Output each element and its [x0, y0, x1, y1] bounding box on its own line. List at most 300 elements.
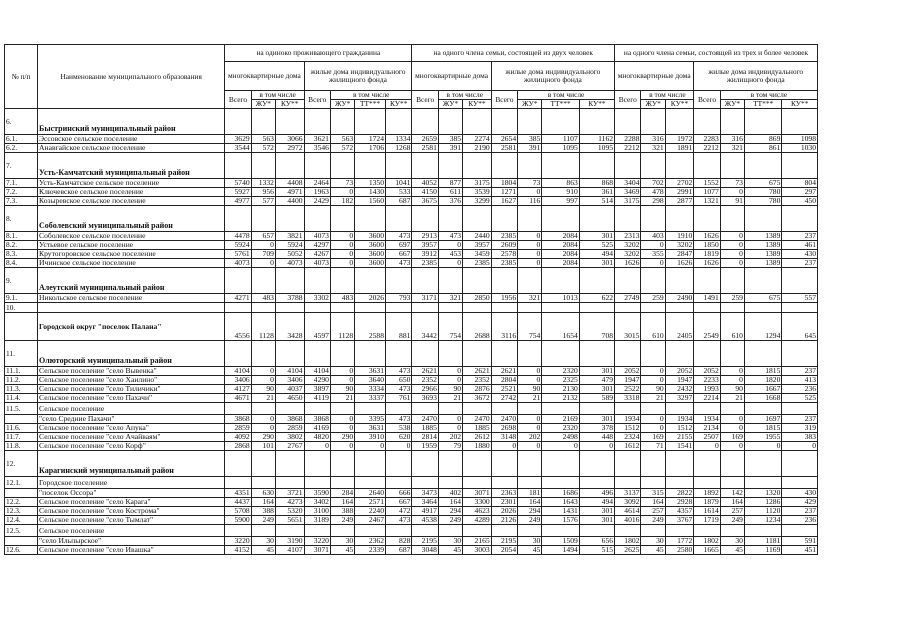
empty-cell [518, 109, 542, 135]
value-cell: 2214 [694, 394, 720, 403]
empty-cell [720, 341, 744, 367]
value-cell: 45 [438, 546, 462, 555]
value-cell: 5708 [225, 507, 251, 516]
value-cell: 514 [579, 197, 614, 206]
value-cell: 828 [386, 537, 412, 546]
value-cell: 1891 [665, 144, 694, 153]
empty-cell [355, 206, 386, 232]
empty-cell [782, 109, 818, 135]
value-cell: 2432 [665, 385, 694, 394]
izhs-header: жилые дома индивидуального жилищного фонда [491, 62, 614, 91]
empty-cell [579, 403, 614, 415]
empty-cell [542, 109, 579, 135]
value-cell: 3469 [615, 188, 641, 197]
row-number: 11.3. [5, 385, 38, 394]
table-row [5, 489, 818, 498]
value-cell: 301 [579, 415, 614, 424]
empty-cell [412, 268, 438, 294]
value-cell: 1885 [412, 424, 438, 433]
value-cell: 3600 [355, 259, 386, 268]
value-cell: 21 [438, 394, 462, 403]
value-cell: 525 [579, 241, 614, 250]
settlement-name: Городское поселение [38, 477, 225, 489]
settlement-name: Сельское поселение "село Ачайваям" [38, 433, 225, 442]
value-cell: 1626 [694, 259, 720, 268]
empty-cell [386, 109, 412, 135]
empty-cell [304, 153, 330, 179]
empty-cell [463, 477, 492, 489]
value-cell: 169 [641, 433, 665, 442]
value-cell: 1294 [744, 313, 781, 341]
value-cell: 3190 [275, 537, 304, 546]
value-cell: 1120 [744, 507, 781, 516]
empty-cell [518, 153, 542, 179]
value-cell: 563 [330, 135, 354, 144]
value-cell: 675 [744, 294, 781, 303]
value-cell: 4917 [412, 507, 438, 516]
value-cell: 413 [782, 376, 818, 385]
empty-cell [304, 403, 330, 415]
empty-cell [491, 206, 517, 232]
empty-cell [491, 451, 517, 477]
value-cell: 2385 [412, 259, 438, 268]
value-cell: 4107 [275, 546, 304, 555]
value-cell: 1320 [744, 489, 781, 498]
empty-cell [355, 341, 386, 367]
empty-cell [225, 268, 251, 294]
value-cell: 315 [641, 489, 665, 498]
empty-cell [491, 525, 517, 537]
value-cell: 237 [782, 367, 818, 376]
empty-cell [782, 525, 818, 537]
value-cell: 3137 [615, 489, 641, 498]
empty-cell [412, 109, 438, 135]
empty-cell [330, 525, 354, 537]
value-cell: 3957 [412, 241, 438, 250]
value-cell: 2165 [463, 537, 492, 546]
value-cell: 4073 [304, 259, 330, 268]
value-cell: 1934 [665, 415, 694, 424]
value-cell: 116 [518, 197, 542, 206]
value-cell: 3015 [615, 313, 641, 341]
value-cell: 533 [386, 188, 412, 197]
value-cell: 164 [720, 498, 744, 507]
value-cell: 0 [518, 376, 542, 385]
value-cell: 3220 [304, 537, 330, 546]
value-cell: 3297 [665, 394, 694, 403]
value-cell: 0 [694, 442, 720, 451]
value-cell: 667 [386, 498, 412, 507]
value-cell: 0 [251, 241, 275, 250]
value-cell: 249 [251, 516, 275, 525]
value-cell: 2612 [463, 433, 492, 442]
empty-cell [438, 403, 462, 415]
row-number: 10. [5, 303, 38, 313]
empty-cell [330, 341, 354, 367]
value-cell: 2521 [491, 385, 517, 394]
value-cell: 4169 [304, 424, 330, 433]
value-cell: 657 [251, 232, 275, 241]
empty-cell [665, 153, 694, 179]
value-cell: 1668 [744, 394, 781, 403]
empty-cell [665, 403, 694, 415]
value-cell: 0 [720, 232, 744, 241]
value-cell: 0 [386, 442, 412, 451]
district-row [5, 341, 818, 367]
value-cell: 1430 [355, 188, 386, 197]
table-row [5, 232, 818, 241]
value-cell: 236 [782, 385, 818, 394]
value-cell: 385 [518, 135, 542, 144]
row-number: 12.3. [5, 507, 38, 516]
value-cell: 4273 [275, 498, 304, 507]
value-cell: 21 [518, 394, 542, 403]
empty-cell [386, 525, 412, 537]
empty-cell [782, 477, 818, 489]
empty-cell [615, 268, 641, 294]
settlement-name: Сельское поселение "село Карага" [38, 498, 225, 507]
value-cell: 30 [251, 537, 275, 546]
value-cell: 5924 [275, 241, 304, 250]
value-cell: 321 [720, 144, 744, 153]
value-cell: 1719 [694, 516, 720, 525]
value-cell: 169 [720, 433, 744, 442]
value-cell: 761 [386, 394, 412, 403]
row-number: 6. [5, 109, 38, 135]
mkd-header: многоквартирные дома [225, 62, 304, 91]
value-cell: 0 [720, 415, 744, 424]
value-cell: 3868 [304, 415, 330, 424]
value-cell: 3788 [275, 294, 304, 303]
row-number: 7. [5, 153, 38, 179]
value-cell: 164 [641, 498, 665, 507]
table-row [5, 442, 818, 451]
value-cell: 301 [579, 507, 614, 516]
value-cell: 1665 [694, 546, 720, 555]
value-cell: 73 [518, 179, 542, 188]
value-cell: 754 [438, 313, 462, 341]
value-cell: 3300 [463, 498, 492, 507]
value-cell: 4037 [275, 385, 304, 394]
value-cell: 1626 [694, 232, 720, 241]
value-cell: 181 [518, 489, 542, 498]
value-cell: 2464 [304, 179, 330, 188]
value-cell: 3868 [275, 415, 304, 424]
value-cell: 3071 [304, 546, 330, 555]
value-cell: 1013 [542, 294, 579, 303]
value-cell: 483 [251, 294, 275, 303]
empty-cell [225, 206, 251, 232]
district-row [5, 153, 818, 179]
empty-cell [744, 268, 781, 294]
value-cell: 3092 [615, 498, 641, 507]
empty-cell [355, 451, 386, 477]
value-cell: 3672 [463, 394, 492, 403]
value-cell: 3459 [463, 250, 492, 259]
zhu-header: ЖУ* [518, 100, 542, 109]
empty-cell [744, 525, 781, 537]
table-row [5, 537, 818, 546]
value-cell: 1892 [694, 489, 720, 498]
empty-cell [330, 153, 354, 179]
settlement-name: "поселок Оссора" [38, 489, 225, 498]
value-cell: 1560 [355, 197, 386, 206]
empty-cell [518, 525, 542, 537]
value-cell: 0 [720, 241, 744, 250]
value-cell: 687 [386, 197, 412, 206]
empty-cell [412, 206, 438, 232]
value-cell: 73 [720, 179, 744, 188]
empty-cell [720, 303, 744, 313]
total-header: Всего [491, 91, 517, 109]
value-cell: 3171 [412, 294, 438, 303]
empty-cell [386, 268, 412, 294]
value-cell: 3640 [355, 376, 386, 385]
value-cell: 2578 [491, 250, 517, 259]
value-cell: 0 [330, 232, 354, 241]
empty-cell [304, 451, 330, 477]
value-cell: 1234 [744, 516, 781, 525]
empty-cell [665, 206, 694, 232]
value-cell: 0 [438, 376, 462, 385]
group-two-header: на одного члена семьи, состоящей из двух человек [412, 45, 615, 62]
value-cell: 2742 [491, 394, 517, 403]
empty-cell [542, 206, 579, 232]
district-name [38, 303, 225, 313]
empty-cell [720, 477, 744, 489]
value-cell: 4597 [304, 313, 330, 341]
value-cell: 0 [518, 188, 542, 197]
value-cell: 3802 [275, 433, 304, 442]
value-cell: 4073 [275, 259, 304, 268]
empty-cell [304, 525, 330, 537]
row-number: 11. [5, 341, 38, 367]
row-number: 8.2. [5, 241, 38, 250]
empty-cell [694, 109, 720, 135]
empty-cell [641, 341, 665, 367]
value-cell: 4104 [304, 367, 330, 376]
empty-cell [744, 109, 781, 135]
empty-cell [518, 206, 542, 232]
value-cell: 473 [438, 232, 462, 241]
empty-cell [275, 268, 304, 294]
tt-header: ТТ*** [744, 100, 781, 109]
empty-cell [782, 206, 818, 232]
value-cell: 2126 [491, 516, 517, 525]
ku-header: КУ** [386, 100, 412, 109]
value-cell: 3302 [304, 294, 330, 303]
incl-header: в том числе [330, 91, 411, 100]
value-cell: 2385 [491, 259, 517, 268]
empty-cell [641, 206, 665, 232]
empty-cell [720, 153, 744, 179]
value-cell: 4152 [225, 546, 251, 555]
value-cell: 259 [720, 294, 744, 303]
value-cell: 0 [251, 259, 275, 268]
value-cell: 0 [518, 367, 542, 376]
value-cell: 1541 [665, 442, 694, 451]
value-cell: 4820 [304, 433, 330, 442]
value-cell: 2352 [412, 376, 438, 385]
value-cell: 301 [579, 232, 614, 241]
table-row [5, 516, 818, 525]
value-cell: 2429 [304, 197, 330, 206]
value-cell: 249 [641, 516, 665, 525]
value-cell: 3299 [463, 197, 492, 206]
empty-cell [412, 451, 438, 477]
value-cell: 1169 [744, 546, 781, 555]
value-cell: 249 [330, 516, 354, 525]
empty-cell [518, 268, 542, 294]
value-cell: 2385 [491, 232, 517, 241]
empty-cell [694, 153, 720, 179]
value-cell: 0 [438, 259, 462, 268]
value-cell: 1947 [615, 376, 641, 385]
district-name: Карагинский муниципальный район [38, 451, 225, 477]
value-cell: 142 [720, 489, 744, 498]
value-cell: 3675 [412, 197, 438, 206]
value-cell: 3100 [304, 507, 330, 516]
value-cell: 0 [518, 415, 542, 424]
value-cell: 910 [542, 188, 579, 197]
value-cell: 321 [518, 294, 542, 303]
value-cell: 2084 [542, 250, 579, 259]
empty-cell [518, 477, 542, 489]
value-cell: 2749 [615, 294, 641, 303]
empty-cell [542, 153, 579, 179]
ku-header: КУ** [579, 100, 614, 109]
value-cell: 90 [251, 385, 275, 394]
mkd-header: многоквартирные дома [412, 62, 491, 91]
empty-cell [579, 477, 614, 489]
value-cell: 0 [518, 232, 542, 241]
value-cell: 461 [782, 241, 818, 250]
value-cell: 2868 [225, 442, 251, 451]
value-cell: 473 [386, 367, 412, 376]
value-cell: 610 [720, 313, 744, 341]
value-cell: 3066 [275, 135, 304, 144]
value-cell: 2130 [542, 385, 579, 394]
value-cell: 0 [304, 442, 330, 451]
value-cell: 2654 [491, 135, 517, 144]
value-cell: 30 [720, 537, 744, 546]
value-cell: 4127 [225, 385, 251, 394]
value-cell: 3404 [615, 179, 641, 188]
value-cell: 2362 [355, 537, 386, 546]
value-cell: 90 [641, 385, 665, 394]
value-cell: 355 [641, 250, 665, 259]
value-cell: 1772 [665, 537, 694, 546]
value-cell: 3148 [491, 433, 517, 442]
value-cell: 4267 [304, 250, 330, 259]
value-cell: 1802 [694, 537, 720, 546]
table-row [5, 135, 818, 144]
value-cell: 0 [720, 424, 744, 433]
value-cell: 3868 [225, 415, 251, 424]
empty-cell [225, 525, 251, 537]
empty-cell [542, 525, 579, 537]
incl-header: в том числе [251, 91, 304, 100]
empty-cell [615, 341, 641, 367]
value-cell: 2522 [615, 385, 641, 394]
value-cell: 451 [782, 546, 818, 555]
value-cell: 3912 [412, 250, 438, 259]
value-cell: 2804 [491, 376, 517, 385]
value-cell: 3202 [615, 250, 641, 259]
value-cell: 2233 [694, 376, 720, 385]
value-cell: 0 [491, 442, 517, 451]
value-cell: 2498 [542, 433, 579, 442]
row-number [5, 489, 38, 498]
empty-cell [275, 451, 304, 477]
value-cell: 4623 [463, 507, 492, 516]
value-cell: 3546 [304, 144, 330, 153]
district-row [5, 206, 818, 232]
value-cell: 1494 [542, 546, 579, 555]
value-cell: 2274 [463, 135, 492, 144]
value-cell: 1626 [615, 259, 641, 268]
empty-cell [579, 341, 614, 367]
settlement-name: Сельское поселение "село Кострома" [38, 507, 225, 516]
value-cell: 1128 [330, 313, 354, 341]
value-cell: 1350 [355, 179, 386, 188]
value-cell: 0 [641, 259, 665, 268]
value-cell: 2084 [542, 232, 579, 241]
value-cell: 0 [720, 188, 744, 197]
empty-cell [720, 451, 744, 477]
value-cell: 2134 [694, 424, 720, 433]
value-cell: 237 [782, 507, 818, 516]
value-cell: 1963 [304, 188, 330, 197]
value-cell: 91 [720, 197, 744, 206]
empty-cell [438, 477, 462, 489]
empty-cell [744, 341, 781, 367]
value-cell: 0 [641, 424, 665, 433]
value-cell: 3048 [412, 546, 438, 555]
empty-cell [355, 303, 386, 313]
empty-cell [518, 403, 542, 415]
value-cell: 2571 [355, 498, 386, 507]
value-cell: 2405 [665, 313, 694, 341]
value-cell: 3428 [275, 313, 304, 341]
value-cell: 71 [641, 442, 665, 451]
empty-cell [355, 403, 386, 415]
value-cell: 0 [330, 415, 354, 424]
row-number: 11.7. [5, 433, 38, 442]
value-cell: 30 [438, 537, 462, 546]
settlement-name: Эссовское сельское поселение [38, 135, 225, 144]
settlement-name: Сельское поселение "село Корф" [38, 442, 225, 451]
row-number [5, 313, 38, 341]
row-number: 7.3. [5, 197, 38, 206]
table-header [5, 45, 818, 109]
settlement-name: Усть-Камчатское сельское поселение [38, 179, 225, 188]
table-row [5, 241, 818, 250]
value-cell: 473 [386, 385, 412, 394]
value-cell: 3600 [355, 241, 386, 250]
table-row [5, 498, 818, 507]
value-cell: 538 [386, 424, 412, 433]
value-cell: 2507 [694, 433, 720, 442]
value-cell: 563 [251, 135, 275, 144]
empty-cell [304, 477, 330, 489]
row-number: 11.6. [5, 424, 38, 433]
value-cell: 1389 [744, 232, 781, 241]
empty-cell [518, 303, 542, 313]
empty-cell [463, 525, 492, 537]
value-cell: 591 [782, 537, 818, 546]
value-cell: 1879 [694, 498, 720, 507]
